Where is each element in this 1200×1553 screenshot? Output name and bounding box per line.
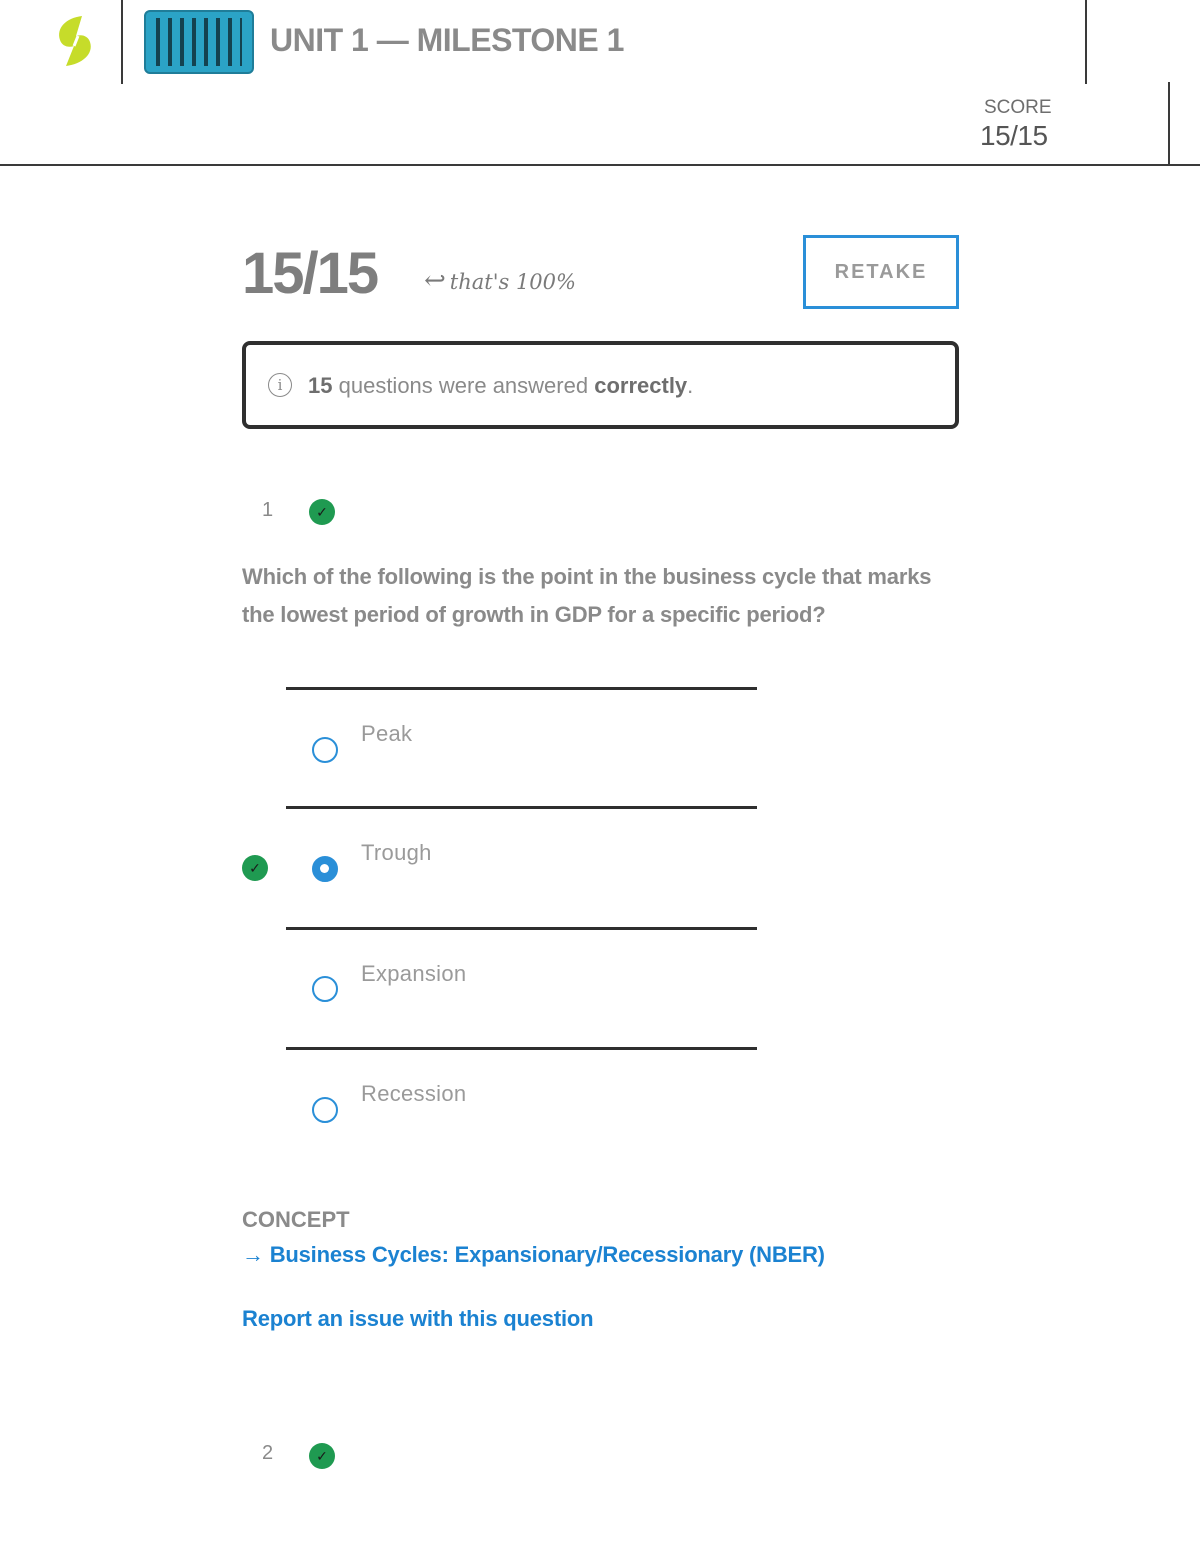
question-number: 2 — [262, 1442, 274, 1464]
sophia-logo-icon[interactable] — [52, 14, 100, 70]
correct-answer-check-icon: ✓ — [242, 855, 268, 881]
concept-label: CONCEPT — [242, 1207, 350, 1232]
question-text: Which of the following is the point in the business cycle that marks the lowest period of growth in GDP for a specific period? — [242, 564, 932, 627]
concept-link[interactable] — [242, 1242, 825, 1268]
answer-label[interactable]: Trough — [361, 840, 432, 865]
result-info-text — [308, 373, 693, 399]
answer-radio-expansion[interactable] — [312, 976, 338, 1002]
check-circle-icon: ✓ — [309, 499, 335, 525]
answer-divider — [286, 687, 757, 690]
answer-divider — [286, 806, 757, 809]
score-value: 15/15 — [980, 120, 1048, 151]
info-text-middle: questions were answered — [338, 373, 589, 398]
percent-note — [424, 266, 576, 296]
answer-label[interactable]: Recession — [361, 1081, 467, 1106]
concept-link-text[interactable]: Business Cycles: Expansionary/Recessionary (NBER) — [269, 1242, 825, 1267]
info-text-end: . — [687, 373, 694, 398]
header-divider — [1168, 82, 1170, 166]
check-circle-icon: ✓ — [309, 1443, 335, 1469]
answer-divider — [286, 1047, 757, 1050]
app-header — [0, 0, 1200, 166]
question-number: 1 — [262, 499, 274, 521]
report-issue-link[interactable]: Report an issue with this question — [242, 1306, 594, 1331]
answer-radio-trough[interactable] — [312, 856, 338, 882]
big-score: 15/15 — [242, 241, 378, 306]
header-divider — [1085, 0, 1087, 84]
score-label: SCORE — [984, 97, 1052, 118]
answer-radio-recession[interactable] — [312, 1097, 338, 1123]
arrow-right-icon: → — [242, 1242, 270, 1267]
answer-label[interactable]: Expansion — [361, 961, 467, 986]
answer-divider — [286, 927, 757, 930]
curved-arrow-left-icon: ↩ — [424, 266, 446, 296]
correct-count: 15 — [308, 373, 333, 398]
info-icon: i — [268, 373, 292, 397]
answer-radio-peak[interactable] — [312, 737, 338, 763]
course-thumbnail-image — [144, 10, 254, 74]
retake-button[interactable]: RETAKE — [803, 235, 959, 309]
answer-label[interactable]: Peak — [361, 721, 413, 746]
result-info-box — [242, 341, 959, 429]
header-divider — [121, 0, 123, 84]
percent-note-text: that's 100% — [449, 270, 576, 294]
page-title: UNIT 1 — MILESTONE 1 — [270, 22, 624, 58]
info-text-emphasis: correctly — [594, 373, 688, 398]
